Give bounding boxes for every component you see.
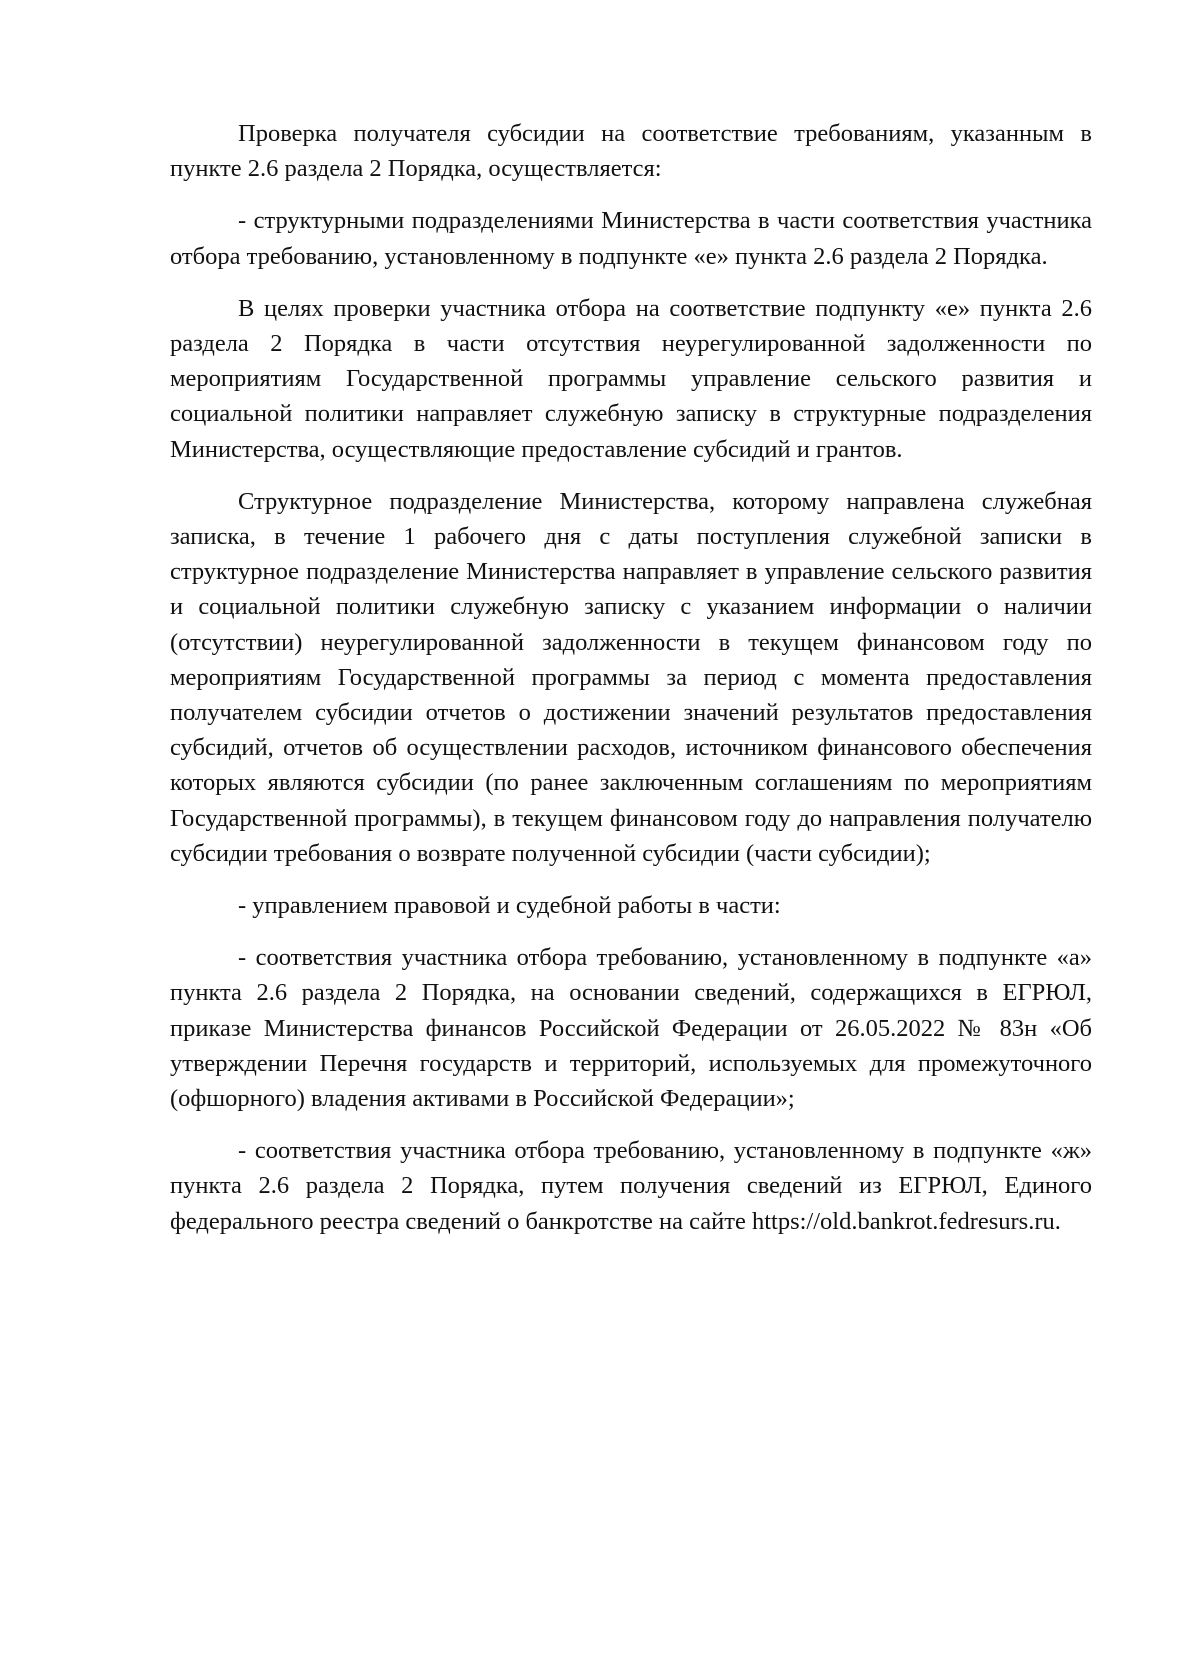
paragraph-requirement-a: - соответствия участника отбора требованию, установленному в подпункте «а» пункта 2.6 раздела 2 Порядка, на основании сведений, содержащихся в ЕГРЮЛ, приказе Министерства финансов Российской Федерации от 26.05.2022 № 83н «Об утверждении Перечня государств и территорий, используемых для промежуточного (офшорного) владения активами в Российской Федерации»;: [170, 944, 1092, 1113]
paragraph-debt-check: В целях проверки участника отбора на соответствие подпункту «е» пункта 2.6 раздела 2 Порядка в части отсутствия неурегулированной задолженности по мероприятиям Государственной программы управление сельского развития и социальной политики направляет служебную записку в структурные подразделения Министерства, осуществляющие предоставление субсидий и грантов.: [170, 294, 1092, 463]
paragraph-memo-response: Структурное подразделение Министерства, которому направлена служебная записка, в течение 1 рабочего дня с даты поступления служебной записки в структурное подразделение Министерства направляет в управление сельского развития и социальной политики служебную записку с указанием информации о наличии (отсутствии) неурегулированной задолженности в текущем финансовом году по мероприятиям Государственной программы за период с момента предоставления получателем субсидии отчетов о достижении значений результатов предоставления субсидий, отчетов об осуществлении расходов, источником финансового обеспечения которых являются субсидии (по ранее заключенным соглашениям по мероприятиям Государственной программы), в текущем финансовом году до направления получателю субсидии требования о возврате полученной субсидии (части субсидии);: [170, 487, 1092, 867]
document-body: [170, 116, 1092, 1239]
paragraph-requirement-zh: - соответствия участника отбора требованию, установленному в подпункте «ж» пункта 2.6 раздела 2 Порядка, путем получения сведений из ЕГРЮЛ, Единого федерального реестра сведений о банкротстве на сайте https://old.bankrot.fedresurs.ru.: [170, 1137, 1092, 1235]
paragraph-verification-intro: Проверка получателя субсидии на соответствие требованиям, указанным в пункте 2.6 раздела 2 Порядка, осуществляется:: [170, 120, 1092, 183]
paragraph-legal-department: - управлением правовой и судебной работы в части:: [238, 892, 781, 920]
paragraph-structural-units: - структурными подразделениями Министерства в части соответствия участника отбора требованию, установленному в подпункте «е» пункта 2.6 раздела 2 Порядка.: [170, 207, 1092, 270]
